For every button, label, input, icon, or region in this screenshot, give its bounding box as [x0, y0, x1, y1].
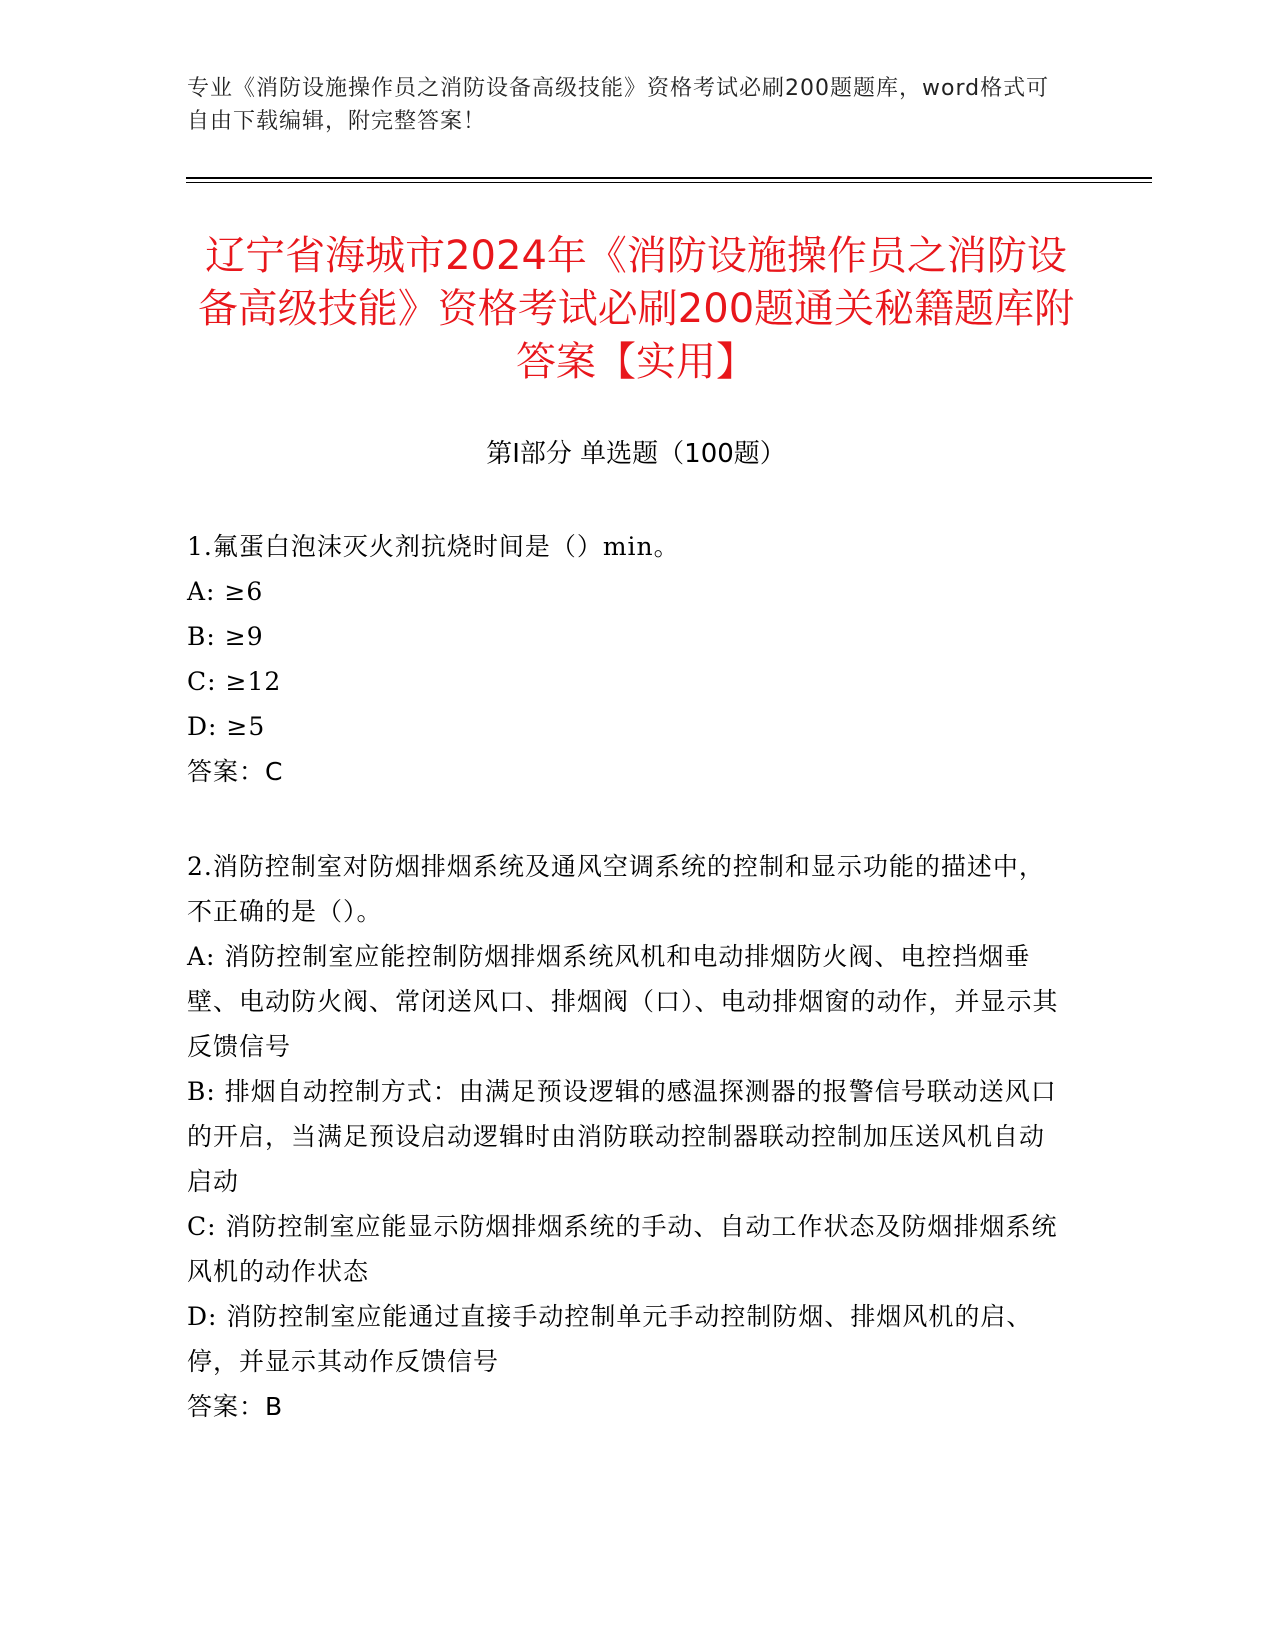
header-note: 专业《消防设施操作员之消防设备高级技能》资格考试必刷200题题库，word格式可自由下载编辑，附完整答案！	[187, 76, 1050, 134]
option-d: D: 消防控制室应能通过直接手动控制单元手动控制防烟、排烟风机的启、停，并显示其动作反馈信号	[187, 1302, 1033, 1376]
header-rule-thin	[186, 182, 1152, 183]
option-d: D: ≥5	[187, 712, 266, 741]
option-b: B: 排烟自动控制方式：由满足预设逻辑的感温探测器的报警信号联动送风口的开启，当满足预设启动逻辑时由消防联动控制器联动控制加压送风机自动启动	[187, 1077, 1057, 1196]
question-stem: 1.氟蛋白泡沫灭火剂抗烧时间是（）min。	[187, 532, 680, 561]
question-stem: 2.消防控制室对防烟排烟系统及通风空调系统的控制和显示功能的描述中，不正确的是（）。	[187, 852, 1045, 926]
option-b: B: ≥9	[187, 622, 264, 651]
option-c: C: ≥12	[187, 667, 282, 696]
header-rule-thick	[186, 177, 1152, 179]
option-a: A: 消防控制室应能控制防烟排烟系统风机和电动排烟防火阀、电控挡烟垂壁、电动防火阀、常闭送风口、排烟阀（口）、电动排烟窗的动作，并显示其反馈信号	[187, 942, 1059, 1061]
answer-text: 答案：C	[187, 757, 284, 786]
option-a: A: ≥6	[187, 577, 264, 606]
question-block	[187, 524, 1067, 794]
answer-text: 答案：B	[187, 1392, 284, 1421]
option-c: C: 消防控制室应能显示防烟排烟系统的手动、自动工作状态及防烟排烟系统风机的动作状态	[187, 1212, 1058, 1286]
document-title: 辽宁省海城市2024年《消防设施操作员之消防设备高级技能》资格考试必刷200题通关秘籍题库附答案【实用】	[197, 233, 1075, 385]
question-block	[187, 844, 1067, 1429]
section-title: 第Ⅰ部分 单选题（100题）	[486, 439, 786, 469]
